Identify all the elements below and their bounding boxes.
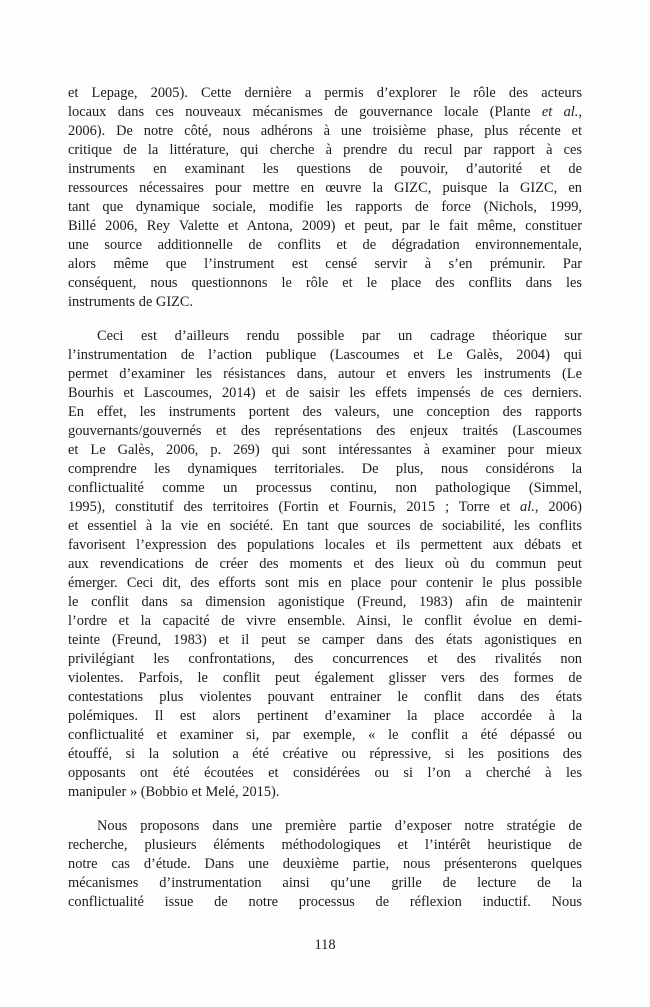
text-line: contestations plus violentes pouvant entrainer le conflit dans des états bbox=[68, 689, 582, 705]
text-line: manipuler » (Bobbio et Melé, 2015). bbox=[68, 784, 280, 800]
text-line: aux revendications de créer des moments et des lieux où du commun peut bbox=[68, 556, 582, 572]
italic-citation: al. bbox=[520, 499, 535, 515]
text-line: ressources nécessaires pour mettre en œuvre la GIZC, puisque la GIZC, en bbox=[68, 180, 582, 196]
text-line: privilégiant les confrontations, des concurrences et des rivalités non bbox=[68, 651, 582, 667]
text-line: conséquent, nous questionnons le rôle et le place des conflits dans les bbox=[68, 275, 582, 291]
text-line: polémiques. Il est alors pertinent d’examiner la place accordée à la bbox=[68, 708, 582, 724]
text-line: et Le Galès, 2006, p. 269) qui sont intéressantes à examiner pour mieux bbox=[68, 442, 582, 458]
text-line: critique de la littérature, qui cherche à prendre du recul par rapport à ces bbox=[68, 142, 582, 158]
text-line: mécanismes d’instrumentation ainsi qu’une grille de lecture de la bbox=[68, 875, 582, 891]
text-line: permet d’examiner les résistances dans, autour et envers les instruments (Le bbox=[68, 366, 582, 382]
text-line: une source additionnelle de conflits et de dégradation environnementale, bbox=[68, 237, 582, 253]
page-number: 118 bbox=[314, 937, 336, 953]
text-line: le conflit dans sa dimension agonistique (Freund, 1983) afin de maintenir bbox=[68, 594, 582, 610]
text-line: En effet, les instruments portent des valeurs, une conception des rapports bbox=[68, 404, 582, 420]
text-line: teinte (Freund, 1983) et il peut se camper dans des états agonistiques en bbox=[68, 632, 582, 648]
text-line: émerger. Ceci dit, des efforts sont mis en place pour contenir le plus possible bbox=[68, 575, 582, 591]
italic-citation: et al. bbox=[541, 104, 579, 120]
text-line: Ceci est d’ailleurs rendu possible par un cadrage théorique sur bbox=[97, 328, 582, 344]
paragraph bbox=[68, 817, 582, 912]
text-line: conflictualité et examiner si, par exemple, « le conflit a été dépassé ou bbox=[68, 727, 582, 743]
text-line: tant que dynamique sociale, modifie les rapports de force (Nichols, 1999, bbox=[68, 199, 582, 215]
text-line: comprendre les dynamiques territoriales. De plus, nous considérons la bbox=[68, 461, 582, 477]
text-line: conflictualité comme un processus continu, non pathologique (Simmel, bbox=[68, 480, 582, 496]
text-line: étouffé, si la solution a été créative ou répressive, si les positions des bbox=[68, 746, 582, 762]
text-line: 1995), constitutif des territoires (Fortin et Fournis, 2015 ; Torre et al., 2006) bbox=[68, 499, 582, 515]
paragraph bbox=[68, 327, 582, 802]
text-line: notre cas d’étude. Dans une deuxième partie, nous présenterons quelques bbox=[68, 856, 582, 872]
text-line: l’ordre et la capacité de vivre ensemble. Ainsi, le conflit évolue en demi- bbox=[68, 613, 582, 629]
text-line: Billé 2006, Rey Valette et Antona, 2009) et peut, par le fait même, constituer bbox=[68, 218, 582, 234]
body-text bbox=[68, 84, 582, 927]
text-line: opposants ont été écoutées et considérées ou si l’on a cherché à les bbox=[68, 765, 582, 781]
text-line: alors même que l’instrument est censé servir à s’en prémunir. Par bbox=[68, 256, 582, 272]
text-line: recherche, plusieurs éléments méthodologiques et l’intérêt heuristique de bbox=[68, 837, 582, 853]
paragraph bbox=[68, 84, 582, 312]
text-line: l’instrumentation de l’action publique (Lascoumes et Le Galès, 2004) qui bbox=[68, 347, 582, 363]
text-line: gouvernants/gouvernés et des représentations des enjeux traités (Lascoumes bbox=[68, 423, 582, 439]
text-line: instruments de GIZC. bbox=[68, 294, 194, 310]
text-line: 2006). De notre côté, nous adhérons à une troisième phase, plus récente et bbox=[68, 123, 582, 139]
text-line: favorisent l’expression des populations locales et ils permettent aux débats et bbox=[68, 537, 582, 553]
text-line: Nous proposons dans une première partie d’exposer notre stratégie de bbox=[97, 818, 582, 834]
text-line: instruments en examinant les questions de pouvoir, d’autorité et de bbox=[68, 161, 582, 177]
text-line: conflictualité issue de notre processus de réflexion inductif. Nous bbox=[68, 894, 582, 910]
text-line: et Lepage, 2005). Cette dernière a permis d’explorer le rôle des acteurs bbox=[68, 85, 582, 101]
text-line: Bourhis et Lascoumes, 2014) et de saisir les effets impensés de ces derniers. bbox=[68, 385, 582, 401]
text-line: violentes. Parfois, le conflit peut également glisser vers des formes de bbox=[68, 670, 582, 686]
text-line: et essentiel à la vie en société. En tant que sources de sociabilité, les conflits bbox=[68, 518, 582, 534]
text-line: locaux dans ces nouveaux mécanismes de gouvernance locale (Plante et al., bbox=[68, 104, 582, 120]
